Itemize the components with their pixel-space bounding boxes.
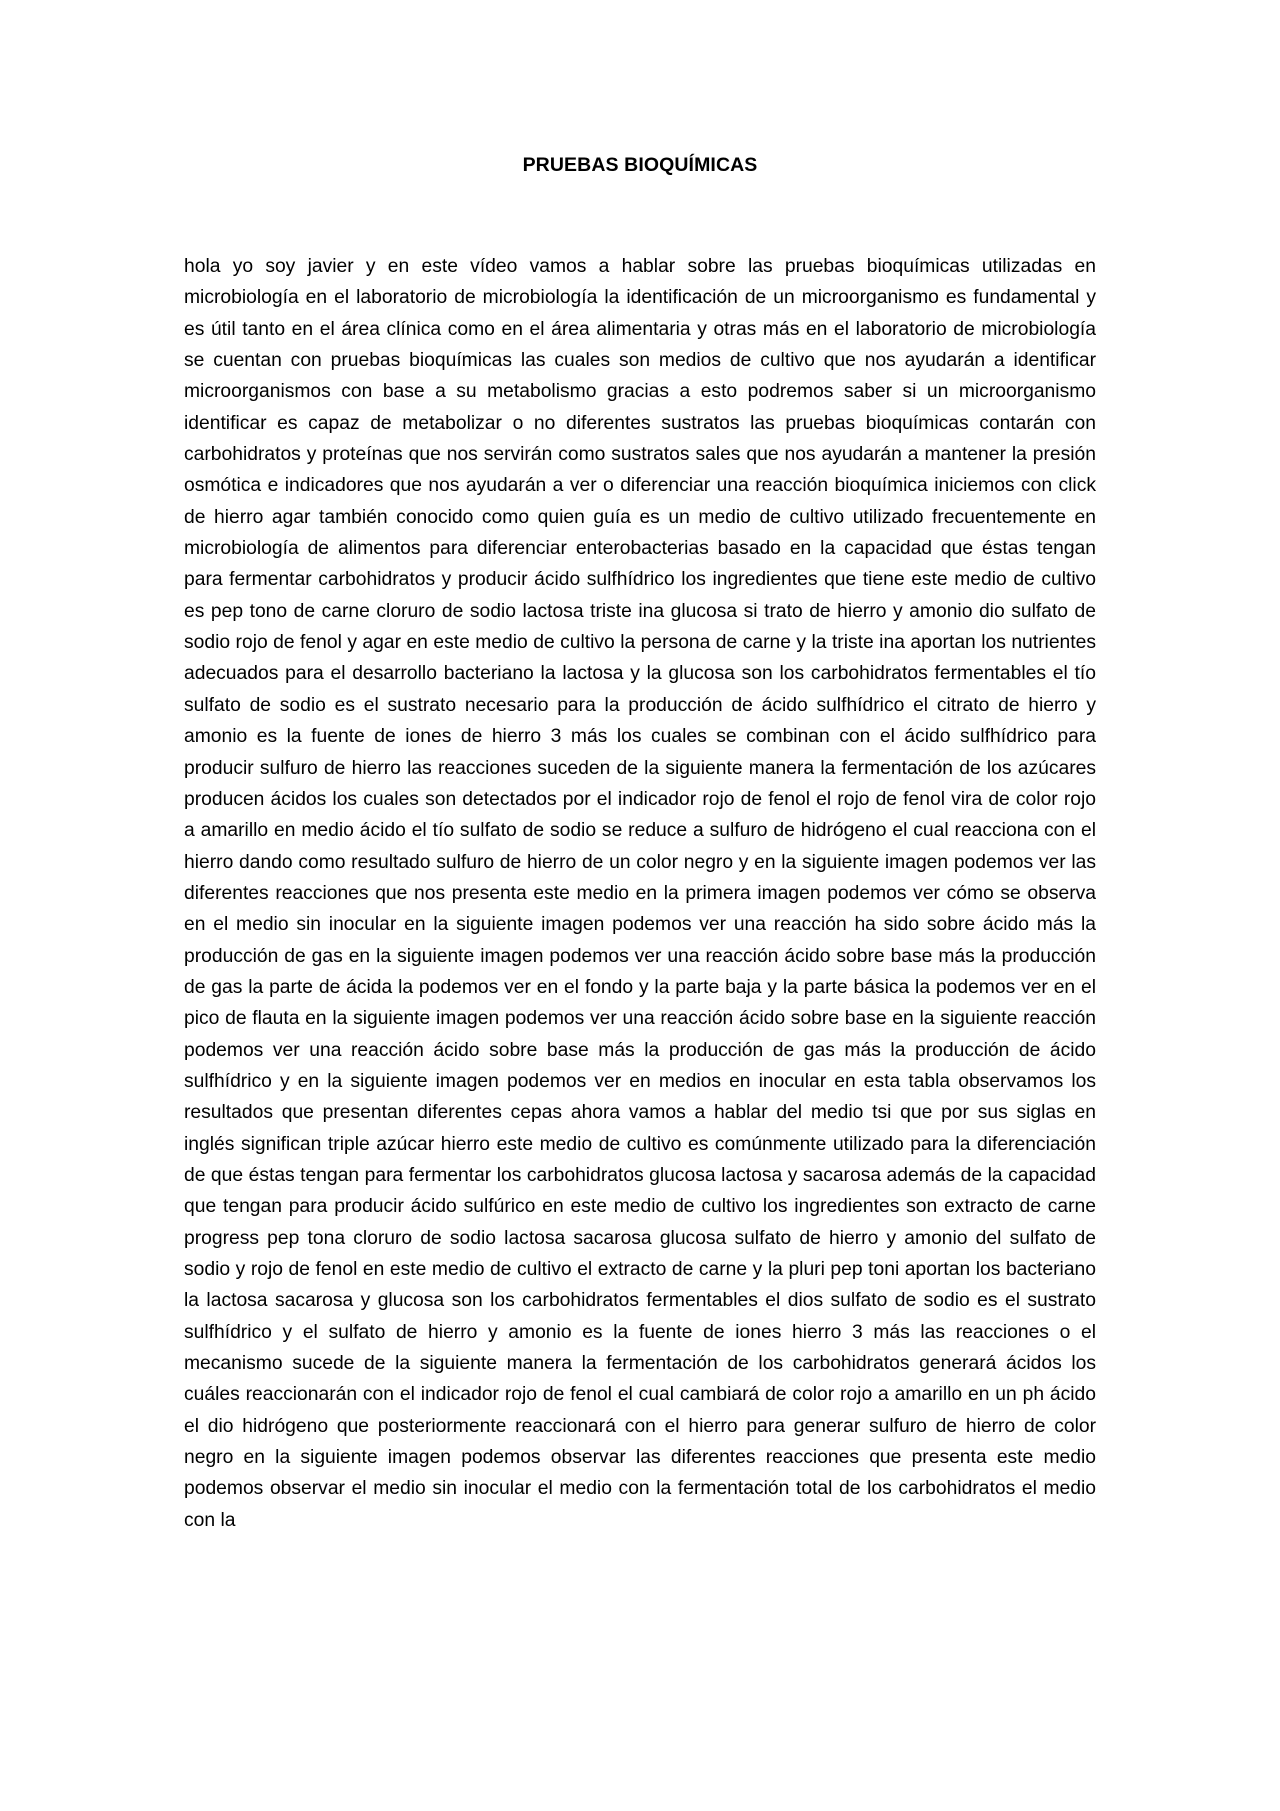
document-body-paragraph: hola yo soy javier y en este vídeo vamos a hablar sobre las pruebas bioquímicas utilizadas en microbiología en el laboratorio de microbiología la identificación de un microorganismo es fundamental y es útil tanto en el área clínica como en el área alimentaria y otras más en el laboratorio de microbiología se cuentan con pruebas bioquímicas las cuales son medios de cultivo que nos ayudarán a identificar microorganismos con base a su metabolismo gracias a esto podremos saber si un microorganismo identificar es capaz de metabolizar o no diferentes sustratos las pruebas bioquímicas contarán con carbohidratos y proteínas que nos servirán como sustratos sales que nos ayudarán a mantener la presión osmótica e indicadores que nos ayudarán a ver o diferenciar una reacción bioquímica iniciemos con click de hierro agar también conocido como quien guía es un medio de cultivo utilizado frecuentemente en microbiología de alimentos para diferenciar enterobacterias basado en la capacidad que éstas tengan para fermentar carbohidratos y producir ácido sulfhídrico los ingredientes que tiene este medio de cultivo es pep tono de carne cloruro de sodio lactosa triste ina glucosa si trato de hierro y amonio dio sulfato de sodio rojo de fenol y agar en este medio de cultivo la persona de carne y la triste ina aportan los nutrientes adecuados para el desarrollo bacteriano la lactosa y la glucosa son los carbohidratos fermentables el tío sulfato de sodio es el sustrato necesario para la producción de ácido sulfhídrico el citrato de hierro y amonio es la fuente de iones de hierro 3 más los cuales se combinan con el ácido sulfhídrico para producir sulfuro de hierro las reacciones suceden de la siguiente manera la fermentación de los azúcares producen ácidos los cuales son detectados por el indicador rojo de fenol el rojo de fenol vira de color rojo a amarillo en medio ácido el tío sulfato de sodio se reduce a sulfuro de hidrógeno el cual reacciona con el hierro dando como resultado sulfuro de hierro de un color negro y en la siguiente imagen podemos ver las diferentes reacciones que nos presenta este medio en la primera imagen podemos ver cómo se observa en el medio sin inocular en la siguiente imagen podemos ver una reacción ha sido sobre ácido más la producción de gas en la siguiente imagen podemos ver una reacción ácido sobre base más la producción de gas la parte de ácida la podemos ver en el fondo y la parte baja y la parte básica la podemos ver en el pico de flauta en la siguiente imagen podemos ver una reacción ácido sobre base en la siguiente reacción podemos ver una reacción ácido sobre base más la producción de gas más la producción de ácido sulfhídrico y en la siguiente imagen podemos ver en medios en inocular en esta tabla observamos los resultados que presentan diferentes cepas ahora vamos a hablar del medio tsi que por sus siglas en inglés significan triple azúcar hierro este medio de cultivo es comúnmente utilizado para la diferenciación de que éstas tengan para fermentar los carbohidratos glucosa lactosa y sacarosa además de la capacidad que tengan para producir ácido sulfúrico en este medio de cultivo los ingredientes son extracto de carne progress pep tona cloruro de sodio lactosa sacarosa glucosa sulfato de hierro y amonio del sulfato de sodio y rojo de fenol en este medio de cultivo el extracto de carne y la pluri pep toni aportan los bacteriano la lactosa sacarosa y glucosa son los carbohidratos fermentables el dios sulfato de sodio es el sustrato sulfhídrico y el sulfato de hierro y amonio es la fuente de iones hierro 3 más las reacciones o el mecanismo sucede de la siguiente manera la fermentación de los carbohidratos generará ácidos los cuáles reaccionarán con el indicador rojo de fenol el cual cambiará de color rojo a amarillo en un ph ácido el dio hidrógeno que posteriormente reaccionará con el hierro para generar sulfuro de hierro de color negro en la siguiente imagen podemos observar las diferentes reacciones que presenta este medio podemos observar el medio sin inocular el medio con la fermentación total de los carbohidratos el medio con la — [184, 256, 1096, 1531]
document-title: PRUEBAS BIOQUÍMICAS — [522, 154, 758, 176]
